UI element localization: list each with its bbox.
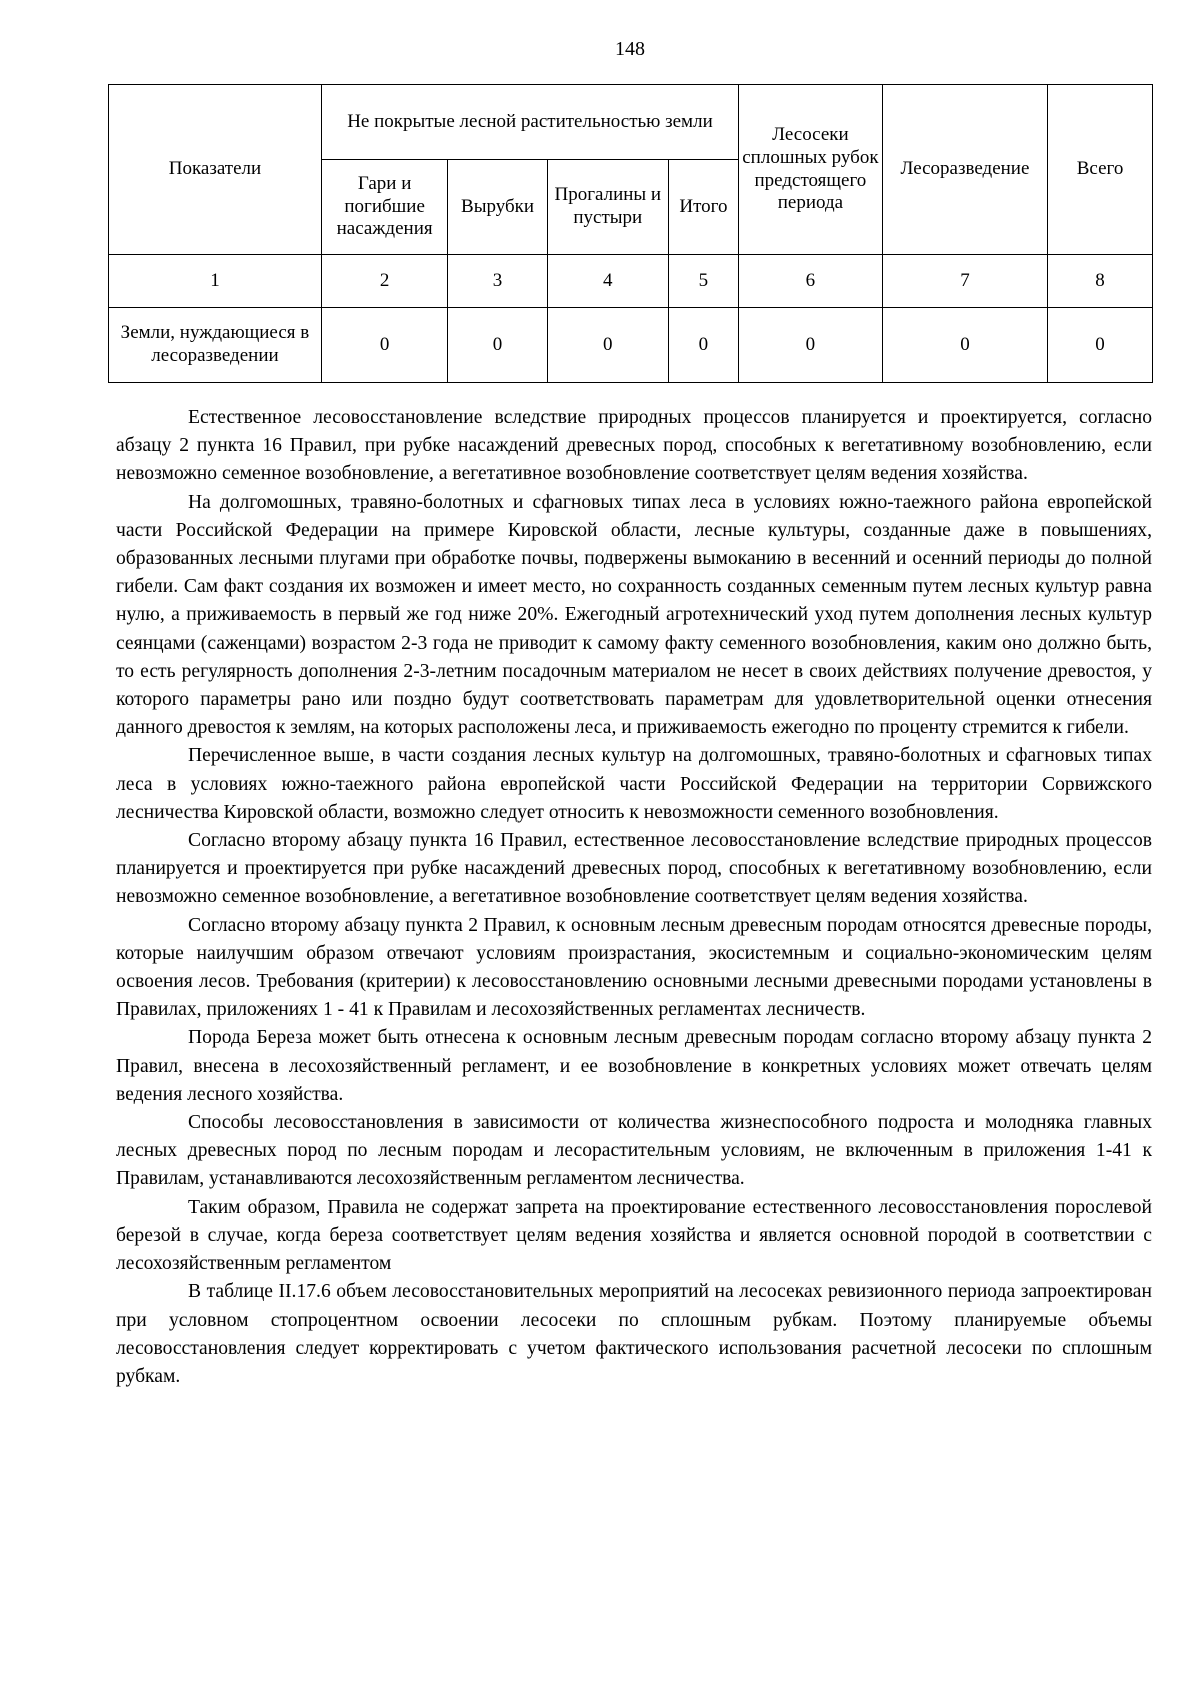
table-cell: 0 <box>739 308 883 383</box>
table-cell: 0 <box>882 308 1047 383</box>
table-cell: 2 <box>321 255 447 308</box>
header-afforestation: Лесоразведение <box>882 85 1047 255</box>
table-cell: 5 <box>668 255 738 308</box>
paragraph: В таблице II.17.6 объем лесовосстановительных мероприятий на лесосеках ревизионного периода запроектирован при условном стопроцентном освоении лесосеки по сплошным рубкам. Поэтому планируемые объемы лесовосстановления следует корректировать с учетом фактического использования расчетной лесосеки по сплошным рубкам. <box>116 1281 1152 1387</box>
paragraph: Способы лесовосстановления в зависимости от количества жизнеспособного подроста и молодняка главных лесных древесных пород по лесным породам и лесорастительным условиям, не включенным в приложения 1-41 к Правилам, устанавливаются лесохозяйственным регламентом лесничества. <box>116 1112 1152 1190</box>
table-row <box>109 308 1153 383</box>
table-cell: 0 <box>668 308 738 383</box>
paragraph: Порода Береза может быть отнесена к основным лесным древесным породам согласно второму абзацу пункта 2 Правил, внесена в лесохозяйственный регламент, и ее возобновление в конкретных условиях может отвечать целям ведения лесного хозяйства. <box>116 1027 1152 1105</box>
paragraph: Согласно второму абзацу пункта 2 Правил, к основным лесным древесным породам относятся древесные породы, которые наилучшим образом отвечают условиям произрастания, экосистемным и социально-экономическим целям освоения лесов. Требования (критерии) к лесовосстановлению основными лесными древесными породами установлены в Правилах, приложениях 1 - 41 к Правилам и лесохозяйственных регламентах лесничеств. <box>116 914 1152 1021</box>
header-total-all: Всего <box>1048 85 1153 255</box>
header-cuttings: Вырубки <box>448 160 547 255</box>
paragraph: Перечисленное выше, в части создания лесных культур на долгомошных, травяно-болотных и сфагновых типах леса в условиях южно-таежного района европейской части Российской Федерации на территории Сорвижского лесничества Кировской области, возможно следует относить к невозможности семенного возобновления. <box>116 745 1152 823</box>
header-clearcut-areas: Лесосеки сплошных рубок предстоящего периода <box>739 85 883 255</box>
table-cell: 6 <box>739 255 883 308</box>
table-cell: 7 <box>882 255 1047 308</box>
land-table <box>108 84 1153 383</box>
header-burns: Гари и погибшие насаждения <box>321 160 447 255</box>
table-cell: 1 <box>109 255 322 308</box>
table-cell: 0 <box>1048 308 1153 383</box>
header-glades: Прогалины и пустыри <box>547 160 668 255</box>
header-subtotal: Итого <box>668 160 738 255</box>
paragraph: Согласно второму абзацу пункта 16 Правил, естественное лесовосстановление вследствие природных процессов планируется и проектируется при рубке насаждений древесных пород, способных к вегетативному возобновлению, если невозможно семенное возобновление, а вегетативное возобновление соответствует целям ведения хозяйства. <box>116 830 1152 908</box>
table-cell: 3 <box>448 255 547 308</box>
table-cell: 8 <box>1048 255 1153 308</box>
header-indicators: Показатели <box>109 85 322 255</box>
body-text <box>116 404 1152 1391</box>
table-row-numbers <box>109 255 1153 308</box>
table-cell: 0 <box>547 308 668 383</box>
page-number: 148 <box>615 38 645 60</box>
table-cell: 0 <box>321 308 447 383</box>
paragraph: Естественное лесовосстановление вследствие природных процессов планируется и проектируется, согласно абзацу 2 пункта 16 Правил, при рубке насаждений древесных пород, способных к вегетативному возобновлению, если невозможно семенное возобновление, а вегетативное возобновление соответствует целям ведения хозяйства. <box>116 407 1152 485</box>
table-header-row <box>109 85 1153 160</box>
header-uncovered-lands: Не покрытые лесной растительностью земли <box>321 85 738 160</box>
paragraph: Таким образом, Правила не содержат запрета на проектирование естественного лесовосстановления порослевой березой в случае, когда береза соответствует целям ведения хозяйства и является основной породой в соответствии с лесохозяйственным регламентом <box>116 1196 1152 1275</box>
row-label: Земли, нуждающиеся в лесоразведении <box>109 308 322 383</box>
table-cell: 4 <box>547 255 668 308</box>
table-cell: 0 <box>448 308 547 383</box>
paragraph: На долгомошных, травяно-болотных и сфагновых типах леса в условиях южно-таежного района европейской части Российской Федерации на примере Кировской области, лесные культуры, созданные даже в повышениях, образованных лесными плугами при обработке почвы, подвержены вымоканию в весенний и осенний периоды до полной гибели. Сам факт создания их возможен и имеет место, но сохранность созданных семенным путем лесных культур равна нулю, а приживаемость в первый же год ниже 20%. Ежегодный агротехнический уход путем дополнения лесных культур сеянцами (саженцами) возрастом 2-3 года не приводит к самому факту семенного возобновления, каким оно должно быть, то есть регулярность дополнения 2-3-летним посадочным материалом не несет в своих действиях получение древостоя, у которого параметры рано или поздно будут соответствовать параметрам для удовлетворительной оценки отнесения данного древостоя к землям, на которых расположены леса, и приживаемость ежегодно по проценту стремится к гибели. <box>116 491 1152 739</box>
